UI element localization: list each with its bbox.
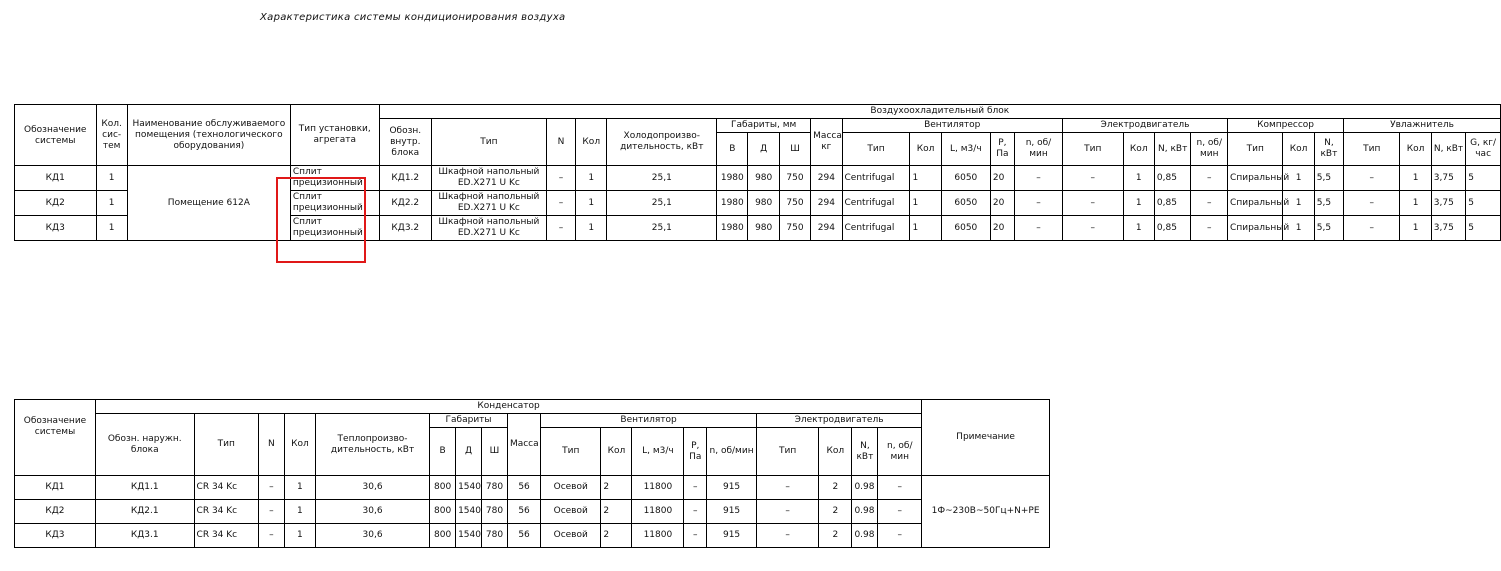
cell-motor-power: 0.98 bbox=[852, 500, 878, 524]
cell-length: 980 bbox=[748, 216, 779, 241]
col-n: N bbox=[546, 119, 575, 166]
col-fan-rpm: n, об/мин bbox=[1014, 133, 1062, 166]
cell-height: 1980 bbox=[717, 216, 748, 241]
cell-n: – bbox=[258, 476, 284, 500]
cell-motor-qty: 2 bbox=[819, 476, 852, 500]
cell-fan-airflow: 6050 bbox=[941, 216, 990, 241]
cell-height: 1980 bbox=[717, 191, 748, 216]
col-n: N bbox=[258, 414, 284, 476]
cell-type: CR 34 Kc bbox=[194, 476, 258, 500]
cell-fan-qty: 1 bbox=[910, 216, 941, 241]
cell-compressor-type: Спиральный bbox=[1228, 216, 1283, 241]
cell-type: Шкафной напольный ED.X271 U Kc bbox=[431, 191, 546, 216]
col-qty: Кол bbox=[284, 414, 315, 476]
cell-humidifier-power: 3,75 bbox=[1431, 191, 1465, 216]
cell-fan-pressure: – bbox=[684, 476, 707, 500]
cell-humidifier-qty: 1 bbox=[1400, 216, 1431, 241]
cell-fan-rpm: 915 bbox=[707, 500, 757, 524]
cell-fan-rpm: 915 bbox=[707, 524, 757, 548]
cell-humidifier-power: 3,75 bbox=[1431, 216, 1465, 241]
cell-width: 750 bbox=[779, 216, 810, 241]
group-fan: Вентилятор bbox=[842, 119, 1062, 133]
cell-motor-power: 0.98 bbox=[852, 476, 878, 500]
col-humidifier-output: G, кг/час bbox=[1466, 133, 1501, 166]
cell-fan-airflow: 6050 bbox=[941, 166, 990, 191]
cell-fan-pressure: – bbox=[684, 500, 707, 524]
cell-type: Шкафной напольный ED.X271 U Kc bbox=[431, 216, 546, 241]
col-mass: Масса bbox=[507, 414, 540, 476]
table-row bbox=[15, 524, 1050, 548]
cell-system: КД3 bbox=[15, 216, 97, 241]
col-fan-qty: Кол bbox=[601, 428, 632, 476]
cell-motor-type: – bbox=[1062, 191, 1123, 216]
col-width: Ш bbox=[482, 428, 508, 476]
cell-motor-power: 0,85 bbox=[1154, 191, 1191, 216]
cell-cooling: 25,1 bbox=[607, 191, 717, 216]
col-motor-power: N, кВт bbox=[1154, 133, 1191, 166]
group-compressor: Компрессор bbox=[1228, 119, 1344, 133]
cell-qty-systems: 1 bbox=[96, 191, 127, 216]
col-motor-rpm: n, об/мин bbox=[878, 428, 922, 476]
cell-fan-airflow: 6050 bbox=[941, 191, 990, 216]
cell-height: 800 bbox=[430, 500, 456, 524]
cell-motor-qty: 2 bbox=[819, 524, 852, 548]
cell-compressor-qty: 1 bbox=[1283, 191, 1314, 216]
cell-qty-systems: 1 bbox=[96, 216, 127, 241]
cell-motor-rpm: – bbox=[1191, 216, 1228, 241]
highlight-box bbox=[276, 177, 366, 263]
cell-fan-pressure: 20 bbox=[990, 216, 1014, 241]
cell-qty: 1 bbox=[284, 500, 315, 524]
cell-system: КД1 bbox=[15, 166, 97, 191]
table-row bbox=[15, 500, 1050, 524]
col-motor-rpm: n, об/мин bbox=[1191, 133, 1228, 166]
cell-designation: КД1.2 bbox=[379, 166, 431, 191]
cell-type: CR 34 Kc bbox=[194, 524, 258, 548]
cell-qty-systems: 1 bbox=[96, 166, 127, 191]
cell-system: КД2 bbox=[15, 191, 97, 216]
col-room: Наименование обслуживаемого помещения (технологического оборудования) bbox=[127, 105, 290, 166]
col-humidifier-type: Тип bbox=[1344, 133, 1400, 166]
cell-motor-power: 0,85 bbox=[1154, 216, 1191, 241]
cell-height: 1980 bbox=[717, 166, 748, 191]
cell-room: Помещение 612А bbox=[127, 166, 290, 241]
cell-fan-airflow: 11800 bbox=[632, 476, 684, 500]
cell-unit-type: Сплит прецизионный bbox=[290, 166, 379, 191]
group-motor: Электродвигатель bbox=[756, 414, 921, 428]
cell-humidifier-type: – bbox=[1344, 166, 1400, 191]
air-cooler-spec-table bbox=[14, 104, 1501, 241]
col-type: Тип bbox=[194, 414, 258, 476]
cell-motor-type: – bbox=[756, 476, 818, 500]
cell-fan-rpm: – bbox=[1014, 191, 1062, 216]
col-system: Обозначение системы bbox=[15, 105, 97, 166]
cell-system: КД1 bbox=[15, 476, 96, 500]
col-indoor-designation: Обозн. внутр. блока bbox=[379, 119, 431, 166]
cell-qty: 1 bbox=[576, 191, 607, 216]
cell-width: 750 bbox=[779, 166, 810, 191]
cell-heat: 30,6 bbox=[315, 476, 429, 500]
cell-heat: 30,6 bbox=[315, 524, 429, 548]
group-fan: Вентилятор bbox=[541, 414, 757, 428]
table-row bbox=[15, 476, 1050, 500]
col-height: В bbox=[717, 133, 748, 166]
cell-designation: КД2.1 bbox=[95, 500, 194, 524]
cell-n: – bbox=[546, 216, 575, 241]
col-width: Ш bbox=[779, 133, 810, 166]
col-compressor-qty: Кол bbox=[1283, 133, 1314, 166]
cell-fan-rpm: – bbox=[1014, 166, 1062, 191]
cell-motor-qty: 2 bbox=[819, 500, 852, 524]
col-fan-qty: Кол bbox=[910, 133, 941, 166]
cell-fan-type: Centrifugal bbox=[842, 216, 910, 241]
col-humidifier-qty: Кол bbox=[1400, 133, 1431, 166]
cell-note: 1Ф~230В~50Гц+N+PE bbox=[922, 476, 1050, 548]
cell-motor-power: 0.98 bbox=[852, 524, 878, 548]
col-length: Д bbox=[748, 133, 779, 166]
cell-length: 1540 bbox=[456, 524, 482, 548]
cell-humidifier-output: 5 bbox=[1466, 166, 1501, 191]
cell-fan-qty: 2 bbox=[601, 524, 632, 548]
col-unit-type: Тип установки, агрегата bbox=[290, 105, 379, 166]
cell-compressor-power: 5,5 bbox=[1314, 166, 1343, 191]
cell-mass: 56 bbox=[507, 476, 540, 500]
cell-fan-pressure: 20 bbox=[990, 166, 1014, 191]
cell-mass: 56 bbox=[507, 524, 540, 548]
cell-designation: КД3.2 bbox=[379, 216, 431, 241]
cell-motor-type: – bbox=[756, 524, 818, 548]
cell-motor-type: – bbox=[756, 500, 818, 524]
cell-motor-rpm: – bbox=[1191, 166, 1228, 191]
cell-fan-pressure: 20 bbox=[990, 191, 1014, 216]
cell-motor-rpm: – bbox=[878, 500, 922, 524]
cell-width: 780 bbox=[482, 476, 508, 500]
cell-fan-qty: 2 bbox=[601, 500, 632, 524]
cell-fan-type: Осевой bbox=[541, 476, 601, 500]
cell-cooling: 25,1 bbox=[607, 216, 717, 241]
cell-system: КД2 bbox=[15, 500, 96, 524]
cell-compressor-qty: 1 bbox=[1283, 216, 1314, 241]
cell-humidifier-qty: 1 bbox=[1400, 191, 1431, 216]
cell-n: – bbox=[258, 500, 284, 524]
col-cooling-capacity: Холодопроизво- дительность, кВт bbox=[607, 119, 717, 166]
cell-fan-airflow: 11800 bbox=[632, 500, 684, 524]
cell-n: – bbox=[546, 191, 575, 216]
col-compressor-power: N, кВт bbox=[1314, 133, 1343, 166]
cell-qty: 1 bbox=[284, 524, 315, 548]
cell-humidifier-power: 3,75 bbox=[1431, 166, 1465, 191]
cell-motor-type: – bbox=[1062, 216, 1123, 241]
cell-qty: 1 bbox=[576, 166, 607, 191]
col-fan-type: Тип bbox=[541, 428, 601, 476]
col-length: Д bbox=[456, 428, 482, 476]
cell-unit-type: Сплит прецизионный bbox=[290, 191, 379, 216]
cell-motor-qty: 1 bbox=[1123, 191, 1154, 216]
group-dimensions: Габариты bbox=[430, 414, 508, 428]
col-fan-pressure: P, Па bbox=[684, 428, 707, 476]
cell-fan-airflow: 11800 bbox=[632, 524, 684, 548]
cell-length: 1540 bbox=[456, 476, 482, 500]
cell-fan-type: Осевой bbox=[541, 524, 601, 548]
col-type: Тип bbox=[431, 119, 546, 166]
group-motor: Электродвигатель bbox=[1062, 119, 1227, 133]
cell-mass: 294 bbox=[811, 166, 842, 191]
cell-length: 980 bbox=[748, 166, 779, 191]
cell-motor-qty: 1 bbox=[1123, 166, 1154, 191]
cell-humidifier-output: 5 bbox=[1466, 191, 1501, 216]
cell-compressor-qty: 1 bbox=[1283, 166, 1314, 191]
col-motor-type: Тип bbox=[756, 428, 818, 476]
col-outdoor-designation: Обозн. наружн. блока bbox=[95, 414, 194, 476]
cell-type: CR 34 Kc bbox=[194, 500, 258, 524]
cell-heat: 30,6 bbox=[315, 500, 429, 524]
cell-height: 800 bbox=[430, 476, 456, 500]
cell-fan-pressure: – bbox=[684, 524, 707, 548]
cell-fan-type: Осевой bbox=[541, 500, 601, 524]
group-condenser: Конденсатор bbox=[95, 400, 921, 414]
col-motor-qty: Кол bbox=[819, 428, 852, 476]
cell-fan-qty: 2 bbox=[601, 476, 632, 500]
col-motor-type: Тип bbox=[1062, 133, 1123, 166]
cell-height: 800 bbox=[430, 524, 456, 548]
col-compressor-type: Тип bbox=[1228, 133, 1283, 166]
cell-mass: 56 bbox=[507, 500, 540, 524]
cell-length: 980 bbox=[748, 191, 779, 216]
col-qty-systems: Кол. сис- тем bbox=[96, 105, 127, 166]
cell-length: 1540 bbox=[456, 500, 482, 524]
cell-cooling: 25,1 bbox=[607, 166, 717, 191]
cell-qty: 1 bbox=[284, 476, 315, 500]
cell-motor-rpm: – bbox=[1191, 191, 1228, 216]
col-humidifier-power: N, кВт bbox=[1431, 133, 1465, 166]
cell-designation: КД1.1 bbox=[95, 476, 194, 500]
cell-fan-type: Centrifugal bbox=[842, 191, 910, 216]
cell-compressor-type: Спиральный bbox=[1228, 166, 1283, 191]
cell-motor-power: 0,85 bbox=[1154, 166, 1191, 191]
cell-humidifier-type: – bbox=[1344, 216, 1400, 241]
cell-type: Шкафной напольный ED.X271 U Kc bbox=[431, 166, 546, 191]
col-fan-pressure: P, Па bbox=[990, 133, 1014, 166]
condenser-spec-table bbox=[14, 399, 1050, 548]
cell-qty: 1 bbox=[576, 216, 607, 241]
cell-fan-rpm: – bbox=[1014, 216, 1062, 241]
col-motor-power: N, кВт bbox=[852, 428, 878, 476]
table-row bbox=[15, 166, 1501, 191]
cell-system: КД3 bbox=[15, 524, 96, 548]
col-motor-qty: Кол bbox=[1123, 133, 1154, 166]
col-system: Обозначение системы bbox=[15, 400, 96, 476]
cell-motor-qty: 1 bbox=[1123, 216, 1154, 241]
group-air-cooler-block: Воздухоохладительный блок bbox=[379, 105, 1500, 119]
cell-compressor-power: 5,5 bbox=[1314, 216, 1343, 241]
cell-fan-type: Centrifugal bbox=[842, 166, 910, 191]
cell-compressor-type: Спиральный bbox=[1228, 191, 1283, 216]
cell-humidifier-qty: 1 bbox=[1400, 166, 1431, 191]
col-fan-type: Тип bbox=[842, 133, 910, 166]
col-note: Примечание bbox=[922, 400, 1050, 476]
cell-n: – bbox=[546, 166, 575, 191]
cell-motor-rpm: – bbox=[878, 476, 922, 500]
cell-motor-type: – bbox=[1062, 166, 1123, 191]
cell-unit-type: Сплит прецизионный bbox=[290, 216, 379, 241]
group-dimensions: Габариты, мм bbox=[717, 119, 811, 133]
cell-designation: КД3.1 bbox=[95, 524, 194, 548]
cell-humidifier-type: – bbox=[1344, 191, 1400, 216]
col-heat-capacity: Теплопроизво- дительность, кВт bbox=[315, 414, 429, 476]
cell-fan-qty: 1 bbox=[910, 191, 941, 216]
col-fan-rpm: n, об/мин bbox=[707, 428, 757, 476]
col-fan-airflow: L, м3/ч bbox=[941, 133, 990, 166]
col-fan-airflow: L, м3/ч bbox=[632, 428, 684, 476]
cell-fan-qty: 1 bbox=[910, 166, 941, 191]
cell-mass: 294 bbox=[811, 191, 842, 216]
cell-width: 750 bbox=[779, 191, 810, 216]
cell-n: – bbox=[258, 524, 284, 548]
cell-designation: КД2.2 bbox=[379, 191, 431, 216]
group-humidifier: Увлажнитель bbox=[1344, 119, 1501, 133]
col-mass: Масса кг bbox=[811, 119, 842, 166]
cell-motor-rpm: – bbox=[878, 524, 922, 548]
cell-humidifier-output: 5 bbox=[1466, 216, 1501, 241]
cell-fan-rpm: 915 bbox=[707, 476, 757, 500]
cell-width: 780 bbox=[482, 524, 508, 548]
col-height: В bbox=[430, 428, 456, 476]
cell-width: 780 bbox=[482, 500, 508, 524]
document-title: Характеристика системы кондиционирования воздуха bbox=[260, 12, 566, 23]
cell-compressor-power: 5,5 bbox=[1314, 191, 1343, 216]
cell-mass: 294 bbox=[811, 216, 842, 241]
col-qty: Кол bbox=[576, 119, 607, 166]
